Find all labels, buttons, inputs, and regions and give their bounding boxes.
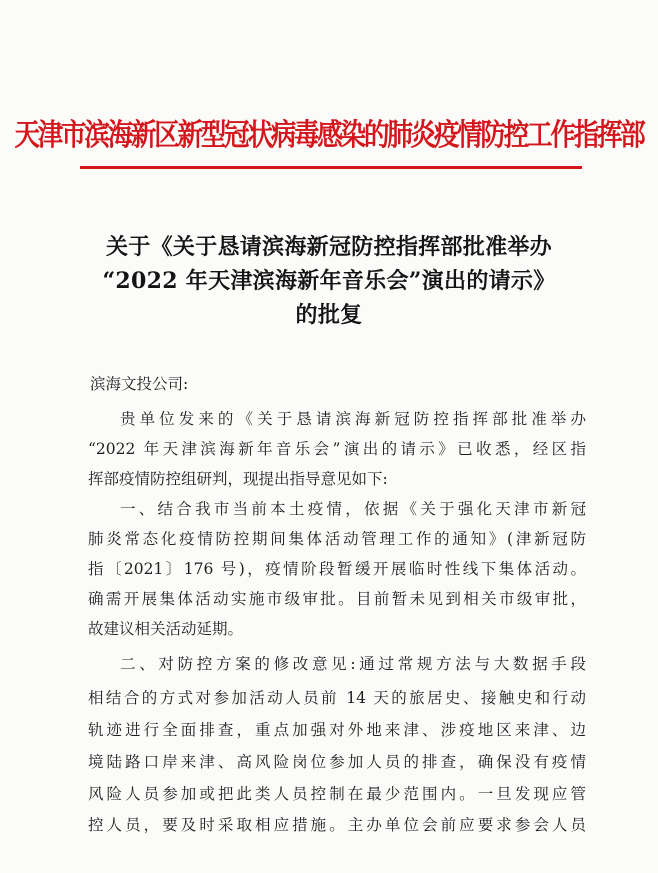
body-line: 贵单位发来的《关于恳请滨海新冠防控指挥部批准举办: [120, 410, 586, 428]
document-title-line-1: 关于《关于恳请滨海新冠防控指挥部批准举办: [105, 234, 552, 260]
body-line: 一、结合我市当前本土疫情，依据《关于强化天津市新冠: [120, 500, 586, 518]
issuing-authority-header: 天津市滨海新区新型冠状病毒感染的肺炎疫情防控工作指挥部: [14, 117, 644, 154]
body-line: “2022 年天津滨海新年音乐会”演出的请示》已收悉，经区指: [88, 440, 586, 458]
body-line: 二、对防控方案的修改意见:通过常规方法与大数据手段: [120, 655, 586, 673]
body-line: 境陆路口岸来津、高风险岗位参加人员的排查，确保没有疫情: [88, 753, 586, 771]
header-red-rule: [80, 166, 582, 169]
body-line: 故建议相关活动延期。: [88, 620, 244, 638]
body-line: 确需开展集体活动实施市级审批。目前暂未见到相关市级审批，: [88, 590, 586, 608]
body-line: 轨迹进行全面排查，重点加强对外地来津、涉疫地区来津、边: [88, 721, 586, 739]
body-line: 指〔2021〕176 号)，疫情阶段暂缓开展临时性线下集体活动。: [88, 560, 586, 578]
body-line: 挥部疫情防控组研判，现提出指导意见如下:: [88, 470, 388, 488]
recipient-line: 滨海文投公司:: [90, 375, 189, 393]
document-title-line-3: 的批复: [295, 302, 363, 328]
body-line: 肺炎常态化疫情防控期间集体活动管理工作的通知》(津新冠防: [88, 530, 586, 548]
body-line: 控人员，要及时采取相应措施。主办单位会前应要求参会人员: [88, 816, 586, 834]
document-title-line-2: “2022 年天津滨海新年音乐会”演出的请示》: [102, 268, 556, 294]
body-line: 风险人员参加或把此类人员控制在最少范围内。一旦发现应管: [88, 785, 586, 803]
body-line: 相结合的方式对参加活动人员前 14 天的旅居史、接触史和行动: [88, 689, 586, 707]
